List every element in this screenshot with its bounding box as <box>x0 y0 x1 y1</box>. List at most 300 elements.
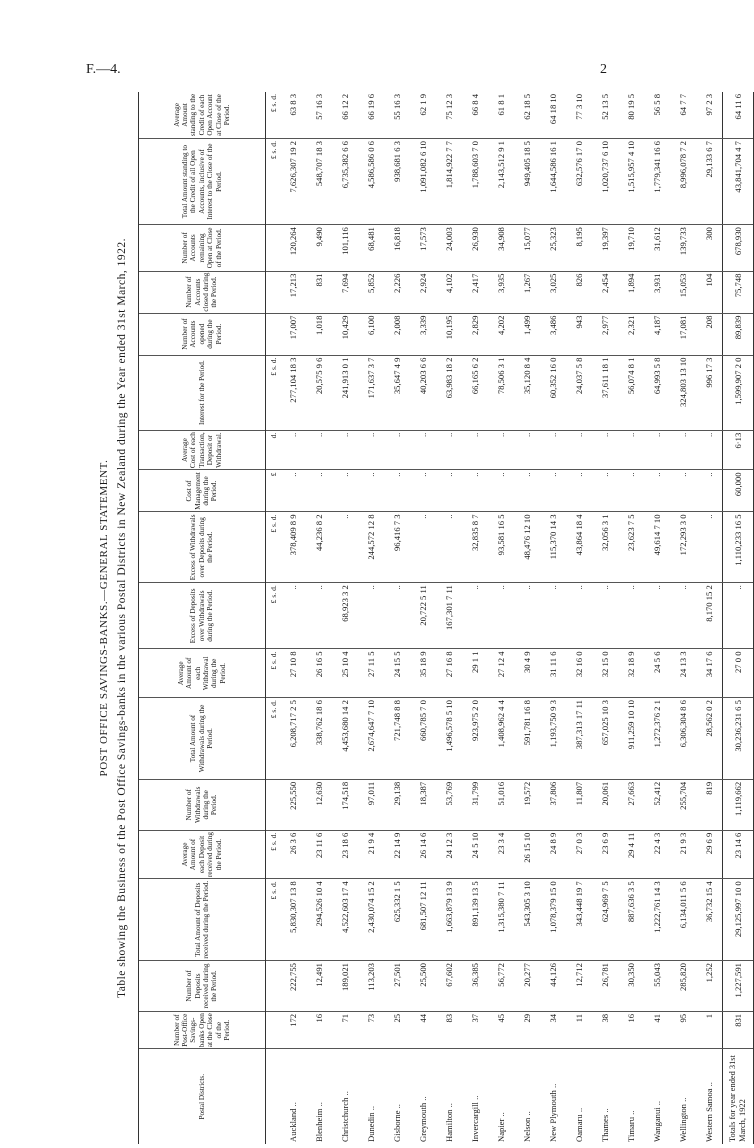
table-cell: .. <box>332 430 358 470</box>
table-cell: .. <box>618 430 644 470</box>
table-cell: 61 8 1 <box>488 92 514 139</box>
table-cell: 37,806 <box>540 779 566 830</box>
table-cell: £ s. d. <box>266 583 281 649</box>
table-cell: £ s. d. <box>266 512 281 583</box>
table-cell: 27,501 <box>384 961 410 1012</box>
table-cell: 8,170 15 2 <box>696 583 723 649</box>
table-cell: 938,681 6 3 <box>384 139 410 225</box>
table-cell: 27,663 <box>618 779 644 830</box>
table-cell: 56,772 <box>488 961 514 1012</box>
table-cell: 660,785 7 0 <box>410 698 436 780</box>
table-cell: 300 <box>696 225 723 271</box>
table-cell: 632,576 17 0 <box>566 139 592 225</box>
table-cell: 1,599,907 2 0 <box>723 355 754 430</box>
table-cell: 17,081 <box>670 313 696 355</box>
table-cell: 343,448 19 7 <box>566 879 592 961</box>
table-cell: 37,611 18 1 <box>592 355 618 430</box>
table-cell: .. <box>644 470 670 512</box>
table-header <box>139 92 266 1144</box>
table-cell: 255,704 <box>670 779 696 830</box>
table-cell: 1 <box>696 1011 723 1049</box>
table-cell: .. <box>540 430 566 470</box>
row-label: Western Samoa .. <box>704 1082 714 1142</box>
table-cell: 2,321 <box>618 313 644 355</box>
page-number: 2 <box>600 62 607 77</box>
table-cell: 101,116 <box>332 225 358 271</box>
table-cell: 25 10 4 <box>332 649 358 698</box>
table-row <box>358 92 384 1144</box>
row-label: Thames .. <box>600 1108 610 1142</box>
table-cell: .. <box>488 583 514 649</box>
table-cell: 35,120 8 4 <box>514 355 540 430</box>
table-cell: 277,104 18 3 <box>280 355 306 430</box>
row-label: New Plymouth .. <box>548 1083 558 1142</box>
table-cell: .. <box>696 512 723 583</box>
table-cell: 2,417 <box>462 271 488 313</box>
table-cell: 31,612 <box>644 225 670 271</box>
table-cell: 66 19 6 <box>358 92 384 139</box>
table-row <box>540 92 566 1144</box>
table-cell: 12,491 <box>306 961 332 1012</box>
table-cell: 29,133 6 7 <box>696 139 723 225</box>
column-header: Excess of Withdrawals over Deposits during the Period. <box>139 512 266 583</box>
column-header: Total Amount standing to the Credit of all Open Accounts, inclusive of Interest to the Close of the Period. <box>139 139 266 225</box>
row-label: Gisborne .. <box>392 1104 402 1142</box>
table-cell: 52 13 5 <box>592 92 618 139</box>
table-cell: 27 11 5 <box>358 649 384 698</box>
row-label: Blenheim .. <box>314 1102 324 1142</box>
table-cell: 543,305 3 10 <box>514 879 540 961</box>
table-cell: .. <box>696 470 723 512</box>
table-cell: 1,227,591 <box>723 961 754 1012</box>
table-cell: 96,416 7 3 <box>384 512 410 583</box>
table-cell: 6,306,304 8 6 <box>670 698 696 780</box>
table-cell: 97 2 3 <box>696 92 723 139</box>
column-header: Number of Accounts opened during the Period. <box>139 313 266 355</box>
table-cell: 104 <box>696 271 723 313</box>
table-cell: 55 16 3 <box>384 92 410 139</box>
table-cell: 17,007 <box>280 313 306 355</box>
table-cell: 53,769 <box>436 779 462 830</box>
table-cell: 62 1 9 <box>410 92 436 139</box>
table-cell: 36,732 15 4 <box>696 879 723 961</box>
table-cell: 5,830,307 13 8 <box>280 879 306 961</box>
table-cell: 24 5 6 <box>644 649 670 698</box>
table-cell: 4,522,603 17 4 <box>332 879 358 961</box>
table-row <box>566 92 592 1144</box>
table-cell: 23,623 7 5 <box>618 512 644 583</box>
row-label: Dunedin .. <box>366 1105 376 1142</box>
table-cell: 16,818 <box>384 225 410 271</box>
table-row <box>384 92 410 1144</box>
table-cell: 15,077 <box>514 225 540 271</box>
table-cell: 28,562 0 2 <box>696 698 723 780</box>
table-cell: .. <box>644 583 670 649</box>
table-cell: £ s. d. <box>266 355 281 430</box>
table-cell: 24 13 3 <box>670 649 696 698</box>
table-cell: 73 <box>358 1011 384 1049</box>
table-cell: 1,894 <box>618 271 644 313</box>
table-cell: 113,203 <box>358 961 384 1012</box>
table-cell: 95 <box>670 1011 696 1049</box>
table-cell: 3,935 <box>488 271 514 313</box>
column-header: Total Amount of Deposits received during the Period. <box>139 879 266 961</box>
table-cell: .. <box>280 583 306 649</box>
column-header: Average Cost of each Transaction, Deposit or Withdrawal. <box>139 430 266 470</box>
table-cell: 80 19 5 <box>618 92 644 139</box>
table-cell: .. <box>488 470 514 512</box>
table-cell: 45 <box>488 1011 514 1049</box>
row-label: Oamaru .. <box>574 1107 584 1142</box>
table-cell: 189,021 <box>332 961 358 1012</box>
column-header: Number of Post-Office Savings-banks Open at the Close of the Period. <box>139 1011 266 1049</box>
table-cell: 1,222,761 14 3 <box>644 879 670 961</box>
table-cell: 208 <box>696 313 723 355</box>
table-row <box>488 92 514 1144</box>
page-reference: F.—4. <box>86 62 121 77</box>
table-cell: 2,674,647 7 10 <box>358 698 384 780</box>
table-cell: 57 16 3 <box>306 92 332 139</box>
totals-row <box>723 92 754 1144</box>
table-cell: 225,550 <box>280 779 306 830</box>
table-cell: 64,993 5 8 <box>644 355 670 430</box>
table-caption: Table showing the Business of the Post Office Savings-banks in the various Postal Districts in New Zealand during the Year ended 31st March, 1922. <box>116 238 128 998</box>
table-row <box>592 92 618 1144</box>
table-cell: 1,644,586 16 1 <box>540 139 566 225</box>
table-cell: 43,841,704 4 7 <box>723 139 754 225</box>
column-header: Cost of Management during the Period. <box>139 470 266 512</box>
table-cell: 6,735,382 6 6 <box>332 139 358 225</box>
table-cell: 1,272,376 2 1 <box>644 698 670 780</box>
table-cell: 29 <box>514 1011 540 1049</box>
table-cell: 66 12 2 <box>332 92 358 139</box>
table-cell: 172 <box>280 1011 306 1049</box>
table-cell: 5,852 <box>358 271 384 313</box>
table-cell: 27 0 3 <box>566 830 592 879</box>
table-cell: 21 9 3 <box>670 830 696 879</box>
table-cell: 64 11 6 <box>723 92 754 139</box>
table-cell: 4,202 <box>488 313 514 355</box>
table-cell: 1,091,082 6 10 <box>410 139 436 225</box>
table-cell: 943 <box>566 313 592 355</box>
table-cell: 22 4 3 <box>644 830 670 879</box>
table-cell: 22 14 9 <box>384 830 410 879</box>
table-cell: 60,352 16 0 <box>540 355 566 430</box>
table-cell: .. <box>332 470 358 512</box>
table-cell: 819 <box>696 779 723 830</box>
table-cell: 120,264 <box>280 225 306 271</box>
table-cell: .. <box>723 583 754 649</box>
table-cell: 35 18 9 <box>410 649 436 698</box>
table-cell: .. <box>358 430 384 470</box>
table-cell: .. <box>436 512 462 583</box>
table-cell: .. <box>306 430 332 470</box>
table-cell: 324,803 13 10 <box>670 355 696 430</box>
table-cell: 8,195 <box>566 225 592 271</box>
table-cell: 4,102 <box>436 271 462 313</box>
column-header: Number of Accounts closed during the Period. <box>139 271 266 313</box>
row-label: Nelson .. <box>522 1111 532 1142</box>
table-cell: 23 3 4 <box>488 830 514 879</box>
row-label: Napier .. <box>496 1112 506 1142</box>
table-cell: 294,526 10 4 <box>306 879 332 961</box>
table-cell: 12,630 <box>306 779 332 830</box>
table-cell: 75,748 <box>723 271 754 313</box>
column-header: Average Amount of each Withdrawal during the Period. <box>139 649 266 698</box>
table-cell: 23 6 9 <box>592 830 618 879</box>
table-cell: .. <box>384 470 410 512</box>
table-cell: 1,408,962 4 4 <box>488 698 514 780</box>
table-cell <box>266 313 281 355</box>
column-header: Number of Withdrawals during the Period. <box>139 779 266 830</box>
column-header: Average Amount of each Deposit received during the Period. <box>139 830 266 879</box>
table-cell: 68,481 <box>358 225 384 271</box>
table-cell: 1,119,662 <box>723 779 754 830</box>
table-cell: 624,969 7 5 <box>592 879 618 961</box>
table-cell: .. <box>592 470 618 512</box>
table-row <box>514 92 540 1144</box>
table-cell: 678,930 <box>723 225 754 271</box>
table-cell: 2,430,074 15 2 <box>358 879 384 961</box>
table-cell: 30,350 <box>618 961 644 1012</box>
table-cell: £ s. d. <box>266 698 281 780</box>
table-cell: 1,496,578 5 10 <box>436 698 462 780</box>
table-cell: 43,864 18 4 <box>566 512 592 583</box>
table-cell: 1,267 <box>514 271 540 313</box>
row-label: Invercargill .. <box>470 1095 480 1142</box>
table-cell: 12,712 <box>566 961 592 1012</box>
column-headers <box>139 92 266 1144</box>
table-cell: .. <box>436 430 462 470</box>
table-cell: .. <box>384 430 410 470</box>
table-cell: .. <box>696 430 723 470</box>
table-cell: 548,707 18 3 <box>306 139 332 225</box>
table-cell: 222,755 <box>280 961 306 1012</box>
table-cell: 2,454 <box>592 271 618 313</box>
table-cell: 1,515,957 4 10 <box>618 139 644 225</box>
table-cell: 2,143,512 9 1 <box>488 139 514 225</box>
table-cell: .. <box>384 583 410 649</box>
table-cell: 6·13 <box>723 430 754 470</box>
table-cell: .. <box>592 583 618 649</box>
table-cell: 66 8 4 <box>462 92 488 139</box>
table-cell: 48,476 12 10 <box>514 512 540 583</box>
table-cell: 16 <box>618 1011 644 1049</box>
table-cell: 64 18 10 <box>540 92 566 139</box>
table-cell: 34,908 <box>488 225 514 271</box>
table-cell: 21 9 4 <box>358 830 384 879</box>
row-label: Christchurch .. <box>340 1091 350 1142</box>
column-header: Excess of Deposits over Withdrawals during the Period. <box>139 583 266 649</box>
table-cell: 23 14 6 <box>723 830 754 879</box>
table-cell: 19,710 <box>618 225 644 271</box>
table-cell: .. <box>670 430 696 470</box>
row-label: Greymouth .. <box>418 1096 428 1142</box>
table-cell: 41 <box>644 1011 670 1049</box>
table-cell: 831 <box>306 271 332 313</box>
table-cell: .. <box>410 470 436 512</box>
table-cell: 241,913 0 1 <box>332 355 358 430</box>
table-cell: 681,507 12 11 <box>410 879 436 961</box>
table-cell <box>266 1011 281 1049</box>
row-label: Totals for year ended 31st March, 1922 <box>723 1049 754 1144</box>
table-cell: 29,138 <box>384 779 410 830</box>
table-cell: £ s. d. <box>266 92 281 139</box>
table-cell: 20,061 <box>592 779 618 830</box>
table-cell: .. <box>514 470 540 512</box>
table-cell: 30 4 9 <box>514 649 540 698</box>
table-cell: 25,323 <box>540 225 566 271</box>
table-row <box>644 92 670 1144</box>
units-row <box>266 92 281 1144</box>
table-cell: 591,781 16 8 <box>514 698 540 780</box>
table-cell: 4,187 <box>644 313 670 355</box>
table-cell: 2,977 <box>592 313 618 355</box>
table-cell: d. <box>266 430 281 470</box>
table-cell: .. <box>436 470 462 512</box>
table-cell: 62 18 5 <box>514 92 540 139</box>
table-cell: 115,370 14 3 <box>540 512 566 583</box>
table-cell: 3,339 <box>410 313 436 355</box>
table-cell: 63 8 3 <box>280 92 306 139</box>
table-cell: 1,814,922 7 7 <box>436 139 462 225</box>
table-cell: 71 <box>332 1011 358 1049</box>
table-cell: .. <box>358 583 384 649</box>
table-cell: 8,996,078 7 2 <box>670 139 696 225</box>
table-cell: 24 5 10 <box>462 830 488 879</box>
table-cell: .. <box>618 470 644 512</box>
table-cell: 63,983 18 2 <box>436 355 462 430</box>
table-cell: 10,195 <box>436 313 462 355</box>
table-cell: 338,762 18 6 <box>306 698 332 780</box>
table-row <box>410 92 436 1144</box>
table-row <box>696 92 723 1144</box>
table-cell: 27 12 4 <box>488 649 514 698</box>
row-label: Timaru .. <box>626 1110 636 1142</box>
table-cell: 3,025 <box>540 271 566 313</box>
table-row <box>280 92 306 1144</box>
table-cell: 32,056 3 1 <box>592 512 618 583</box>
table-cell: 6,134,011 5 6 <box>670 879 696 961</box>
table-cell: 16 <box>306 1011 332 1049</box>
table-row <box>462 92 488 1144</box>
table-cell: 1,252 <box>696 961 723 1012</box>
table-cell: 32,835 8 7 <box>462 512 488 583</box>
table-cell: 27 0 0 <box>723 649 754 698</box>
table-cell: 29,125,997 10 0 <box>723 879 754 961</box>
table-cell: 1,020,737 6 10 <box>592 139 618 225</box>
table-cell: 24,037 5 8 <box>566 355 592 430</box>
table-cell: 4,453,680 14 2 <box>332 698 358 780</box>
table-cell: 378,409 8 9 <box>280 512 306 583</box>
table-cell: 29 1 1 <box>462 649 488 698</box>
table-cell: 19,397 <box>592 225 618 271</box>
table-cell: 831 <box>723 1011 754 1049</box>
table-cell: .. <box>566 430 592 470</box>
table-cell: 23 11 6 <box>306 830 332 879</box>
column-header: Number of Deposits received during the Period. <box>139 961 266 1012</box>
table-cell: .. <box>566 583 592 649</box>
savings-bank-table <box>138 92 754 1144</box>
table-cell: 89,839 <box>723 313 754 355</box>
table-cell: .. <box>514 430 540 470</box>
table-cell: 30,236,231 6 5 <box>723 698 754 780</box>
table-cell: 1,078,379 15 0 <box>540 879 566 961</box>
table-cell: 44,126 <box>540 961 566 1012</box>
table-cell: 1,779,341 16 6 <box>644 139 670 225</box>
table-cell: 174,518 <box>332 779 358 830</box>
table-cell: 826 <box>566 271 592 313</box>
table-cell: 6,100 <box>358 313 384 355</box>
table-cell: 7,694 <box>332 271 358 313</box>
table-cell: .. <box>306 470 332 512</box>
table-cell: 24 12 3 <box>436 830 462 879</box>
table-row <box>436 92 462 1144</box>
table-cell: 911,259 10 10 <box>618 698 644 780</box>
table-cell: 27 10 8 <box>280 649 306 698</box>
table-cell: 34 17 6 <box>696 649 723 698</box>
row-label: Wanganui .. <box>652 1100 662 1142</box>
table-cell: 139,733 <box>670 225 696 271</box>
table-cell: .. <box>462 430 488 470</box>
table-cell: 11 <box>566 1011 592 1049</box>
table-cell: .. <box>306 583 332 649</box>
table-cell: .. <box>410 512 436 583</box>
table-cell: .. <box>410 430 436 470</box>
table-cell: 32 15 0 <box>592 649 618 698</box>
table-cell: 2,924 <box>410 271 436 313</box>
table-cell: £ s. d. <box>266 649 281 698</box>
table-cell: 67,602 <box>436 961 462 1012</box>
table-cell: £ s. d. <box>266 139 281 225</box>
table-cell: .. <box>280 430 306 470</box>
table-cell: 4,586,586 0 6 <box>358 139 384 225</box>
row-label: Auckland .. <box>288 1102 298 1142</box>
statement-title: POST OFFICE SAVINGS-BANKS.—GENERAL STATEMENT. <box>98 459 110 777</box>
table-cell: 19,572 <box>514 779 540 830</box>
table-cell: 29 6 9 <box>696 830 723 879</box>
table-cell: 1,788,603 7 0 <box>462 139 488 225</box>
table-cell: .. <box>280 470 306 512</box>
table-cell: 93,581 16 5 <box>488 512 514 583</box>
table-cell <box>266 225 281 271</box>
table-cell: 3,486 <box>540 313 566 355</box>
table-cell: 64 7 7 <box>670 92 696 139</box>
table-body <box>266 92 754 1144</box>
table-cell: 26 16 5 <box>306 649 332 698</box>
table-cell: 83 <box>436 1011 462 1049</box>
table-cell: 56,074 8 1 <box>618 355 644 430</box>
row-label: Wellington .. <box>678 1097 688 1142</box>
table-cell: .. <box>462 470 488 512</box>
table-cell: 387,313 17 11 <box>566 698 592 780</box>
table-cell: 77 3 10 <box>566 92 592 139</box>
table-cell: 1,193,750 9 3 <box>540 698 566 780</box>
table-cell: 172,293 3 0 <box>670 512 696 583</box>
table-cell: £ s. d. <box>266 830 281 879</box>
table-cell: 97,011 <box>358 779 384 830</box>
table-cell: 923,975 2 0 <box>462 698 488 780</box>
table-cell: 32 18 9 <box>618 649 644 698</box>
table-cell: .. <box>670 583 696 649</box>
table-cell: 38 <box>592 1011 618 1049</box>
table-cell: .. <box>592 430 618 470</box>
table-cell: 24,003 <box>436 225 462 271</box>
table-cell: 31 11 6 <box>540 649 566 698</box>
column-header: Interest for the Period. <box>139 355 266 430</box>
table-cell: 32 16 0 <box>566 649 592 698</box>
table-cell: 887,636 3 5 <box>618 879 644 961</box>
